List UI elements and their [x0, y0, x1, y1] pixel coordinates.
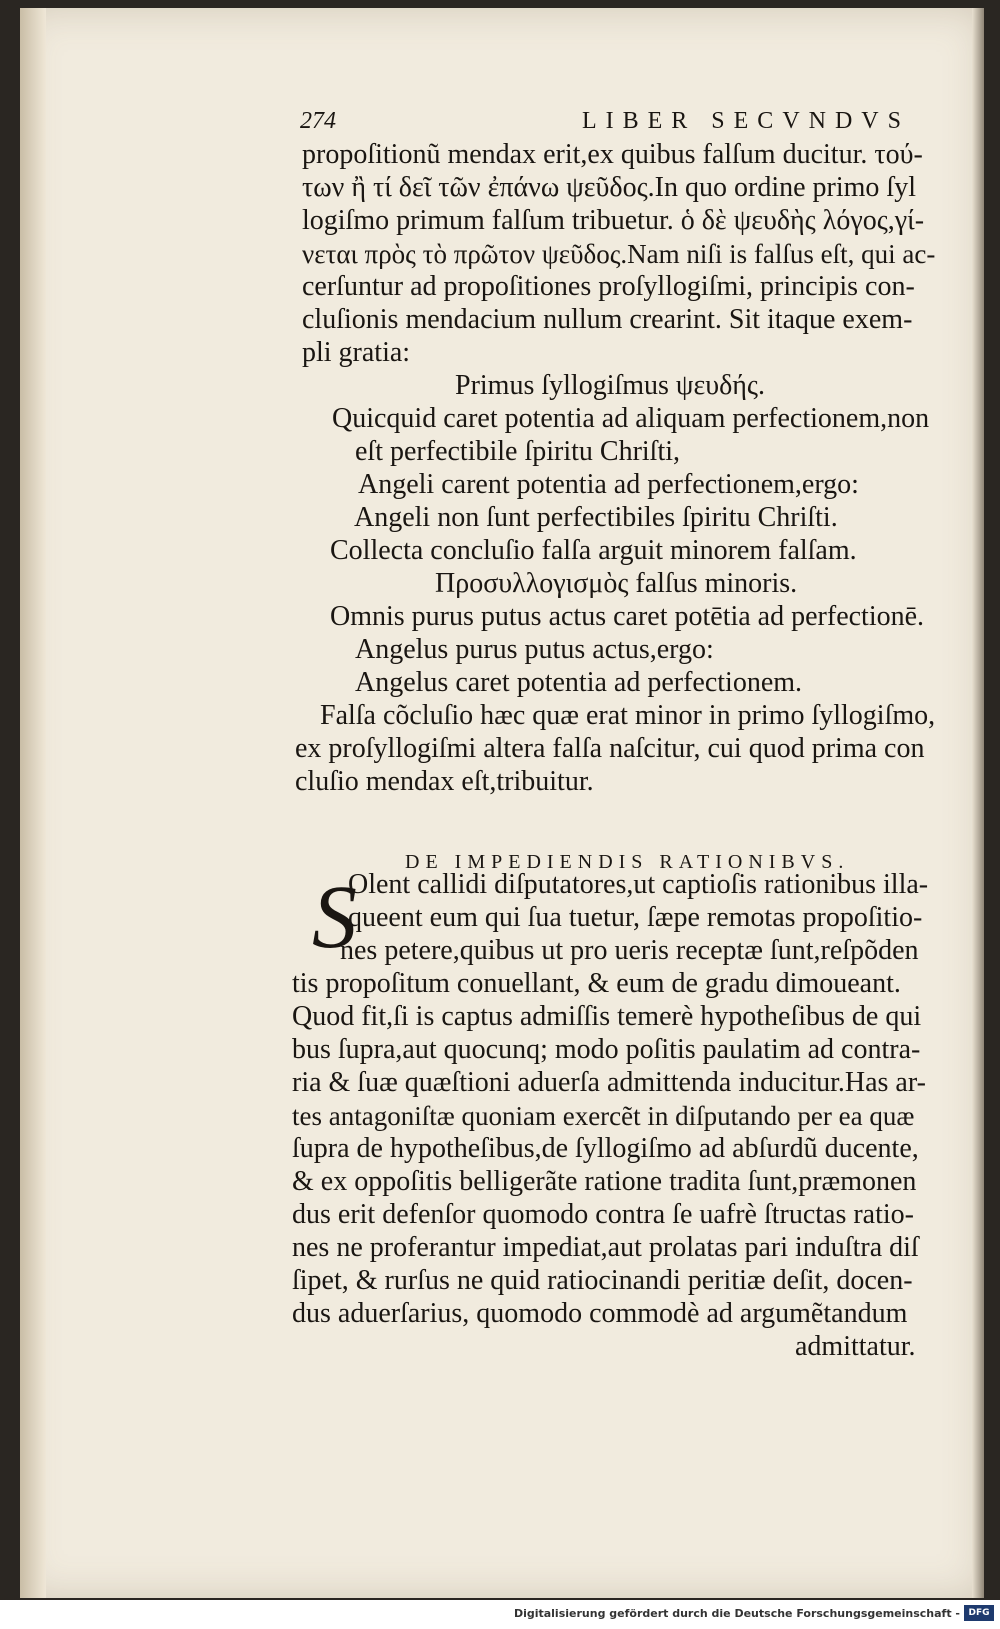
text-line: bus ſupra,aut quocunq; modo poſitis paulatim ad contra-: [292, 1034, 921, 1065]
book-page: [20, 8, 984, 1598]
running-title: LIBER SECVNDVS: [581, 108, 910, 134]
text-line: Angeli non ſunt perfectibiles ſpiritu Chriſti.: [354, 502, 838, 533]
text-line: Olent callidi diſputatores,ut captioſis rationibus illa-: [348, 869, 929, 900]
text-line: dus erit defenſor quomodo contra ſe uafrè ſtructas ratio-: [292, 1199, 914, 1230]
text-line: tis propoſitum conuellant, & eum de gradu dimoueant.: [292, 968, 901, 999]
text-line: Quod fit,ſi is captus admiſſis temerè hypotheſibus de qui: [292, 1001, 922, 1032]
text-line: ſupra de hypotheſibus,de ſyllogiſmo ad abſurdũ ducente,: [292, 1133, 919, 1164]
section-heading: DE IMPEDIENDIS RATIONIBVS.: [405, 851, 850, 873]
text-line: Angeli carent potentia ad perfectionem,ergo:: [358, 469, 859, 500]
text-line: των ἢ τί δεῖ τῶν ἐπάνω ψεῦδος.In quo ordine primo ſyl: [302, 172, 916, 203]
text-line: cerſuntur ad propoſitiones proſyllogiſmi, principis con-: [302, 271, 915, 302]
page-text: [20, 8, 984, 1598]
text-line: admittatur.: [795, 1331, 916, 1362]
text-line: Προσυλλογισμὸς falſus minoris.: [435, 568, 798, 599]
text-line: Primus ſyllogiſmus ψευδής.: [455, 370, 765, 401]
text-line: eſt perfectibile ſpiritu Chriſti,: [355, 436, 681, 467]
text-line: Falſa cõcluſio hæc quæ erat minor in primo ſyllogiſmo,: [320, 700, 936, 731]
text-line: ex proſyllogiſmi altera falſa naſcitur, cui quod prima con: [295, 733, 925, 764]
text-line: ria & ſuæ quæſtioni aduerſa admittenda inducitur.Has ar-: [292, 1067, 926, 1098]
text-line: & ex oppoſitis belligerãte ratione tradita ſunt,præmonen: [292, 1166, 917, 1197]
text-line: Angelus purus putus actus,ergo:: [355, 634, 714, 665]
text-line: nes ne proferantur impediat,aut prolatas pari induſtra diſ: [292, 1232, 919, 1263]
text-line: ſipet, & rurſus ne quid ratiocinandi peritiæ deſit, docen-: [292, 1265, 913, 1296]
page-number: 274: [300, 108, 336, 134]
text-line: pli gratia:: [302, 337, 411, 368]
funding-credit: Digitalisierung gefördert durch die Deutsche Forschungsgemeinschaft -: [513, 1607, 960, 1620]
text-line: Omnis purus putus actus caret potētia ad perfectionē.: [330, 601, 925, 632]
text-line: Quicquid caret potentia ad aliquam perfectionem,non: [332, 403, 930, 434]
text-line: cluſio mendax eſt,tribuitur.: [295, 766, 594, 797]
digitization-footer: [0, 1600, 1000, 1629]
text-line: cluſionis mendacium nullum crearint. Sit itaque exem-: [302, 304, 913, 335]
text-line: queent eum qui ſua tuetur, ſæpe remotas propoſitio-: [348, 902, 923, 933]
text-line: Angelus caret potentia ad perfectionem.: [355, 667, 803, 698]
text-line: propoſitionũ mendax erit,ex quibus falſum ducitur. τού-: [302, 139, 923, 170]
running-header: [300, 108, 910, 135]
text-line: νεται πρὸς τὸ πρῶτον ψεῦδος.Nam niſi is falſus eſt, qui ac-: [302, 239, 936, 269]
drop-cap: S: [312, 868, 357, 967]
text-line: nes petere,quibus ut pro ueris receptæ ſunt,reſpõden: [340, 935, 919, 966]
text-line: Collecta concluſio falſa arguit minorem falſam.: [330, 535, 857, 566]
text-line: logiſmo primum falſum tribuetur. ὁ δὲ ψευδὴς λόγος,γί-: [302, 205, 925, 236]
text-line: tes antagoniſtæ quoniam exercẽt in diſputando per ea quæ: [292, 1101, 915, 1131]
text-line: dus aduerſarius, quomodo commodè ad argumẽtandum: [292, 1298, 908, 1329]
dfg-logo-icon: DFG: [964, 1605, 994, 1621]
